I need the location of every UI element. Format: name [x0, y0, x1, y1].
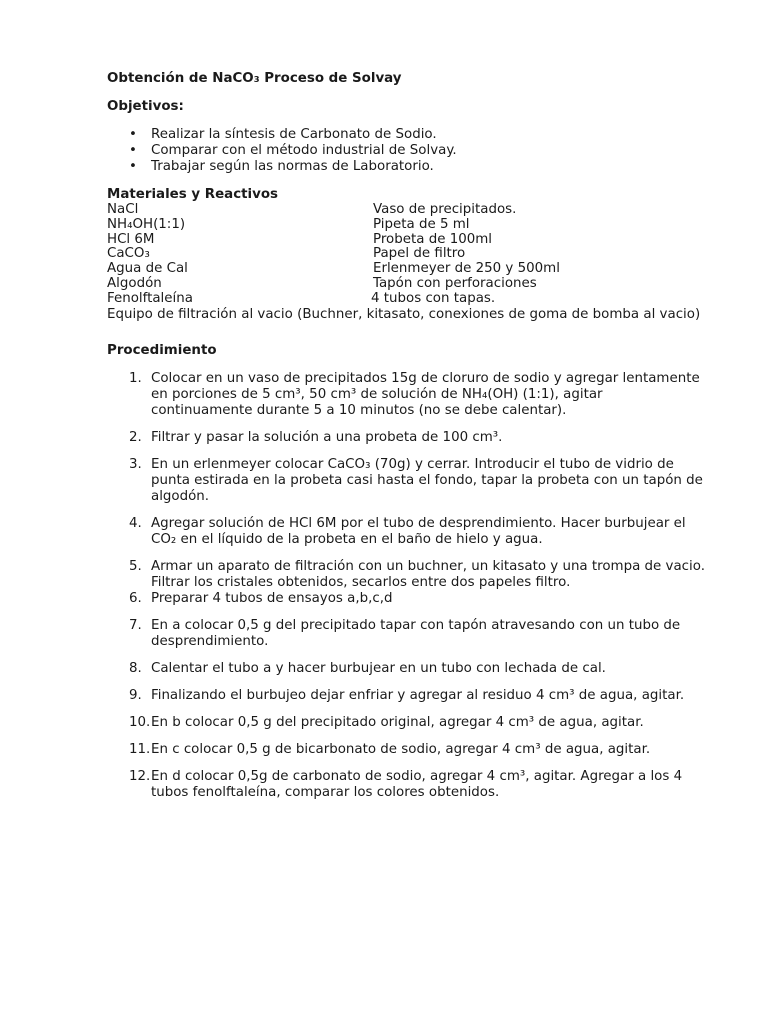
equipment-line: Equipo de filtración al vacio (Buchner, kitasato, conexiones de goma de bomba al vacio) [107, 306, 701, 322]
step-text: En b colocar 0,5 g del precipitado original, agregar 4 cm³ de agua, agitar. [151, 714, 644, 730]
procedure-step [107, 769, 707, 801]
reagent-name: Algodón [107, 275, 162, 291]
material-row [107, 277, 707, 292]
step-number: 6. [129, 590, 142, 606]
reagent-name: HCl 6M [107, 231, 155, 247]
material-name: Pipeta de 5 ml [373, 216, 470, 232]
step-number: 9. [129, 687, 142, 703]
material-name: 4 tubos con tapas. [371, 290, 496, 306]
step-text: En un erlenmeyer colocar CaCO₃ (70g) y cerrar. Introducir el tubo de vidrio de punta estirada en la probeta casi hasta el fondo, tapar la probeta con un tapón de algodón. [151, 456, 703, 504]
document-page [107, 71, 707, 801]
material-name: Tapón con perforaciones [373, 275, 537, 291]
material-name: Vaso de precipitados. [373, 202, 517, 217]
procedure-step [107, 559, 707, 591]
step-text: Preparar 4 tubos de ensayos a,b,c,d [151, 590, 393, 606]
step-number: 7. [129, 617, 142, 633]
step-text: Colocar en un vaso de precipitados 15g de cloruro de sodio y agregar lentamente en porciones de 5 cm³, 50 cm³ de solución de NH₄(OH) (1:1), agitar continuamente durante 5 a 10 minutos (no se debe calentar). [151, 370, 700, 418]
procedure-step [107, 591, 707, 607]
material-name: Papel de filtro [373, 246, 466, 262]
materials-heading: Materiales y Reactivos [107, 187, 279, 202]
procedure-step [107, 618, 707, 650]
document-title: Obtención de NaCO₃ Proceso de Solvay [107, 71, 402, 86]
procedure-step [107, 715, 707, 731]
material-row [107, 292, 707, 307]
procedure-step [107, 688, 707, 704]
objectives-heading: Objetivos: [107, 99, 184, 114]
step-number: 12. [129, 768, 151, 784]
material-row [107, 218, 707, 233]
step-number: 11. [129, 741, 151, 757]
material-row [107, 247, 707, 262]
step-number: 3. [129, 456, 142, 472]
procedure-step [107, 742, 707, 758]
step-number: 10. [129, 714, 151, 730]
objective-item: • Realizar la síntesis de Carbonato de Sodio. [107, 127, 707, 143]
step-number: 4. [129, 515, 142, 531]
material-name: Erlenmeyer de 250 y 500ml [373, 261, 560, 277]
step-text: Finalizando el burbujeo dejar enfriar y agregar al residuo 4 cm³ de agua, agitar. [151, 687, 685, 703]
reagent-name: CaCO₃ [107, 246, 150, 262]
step-number: 8. [129, 660, 142, 676]
material-row [107, 262, 707, 277]
step-text: En c colocar 0,5 g de bicarbonato de sodio, agregar 4 cm³ de agua, agitar. [151, 741, 651, 757]
material-name: Probeta de 100ml [373, 231, 493, 247]
procedure-step [107, 371, 707, 419]
procedure-step [107, 457, 707, 505]
reagent-name: Agua de Cal [107, 261, 188, 277]
step-text: Calentar el tubo a y hacer burbujear en un tubo con lechada de cal. [151, 660, 606, 676]
step-text: Agregar solución de HCl 6M por el tubo de desprendimiento. Hacer burbujear el CO₂ en el líquido de la probeta en el baño de hielo y agua. [151, 515, 686, 547]
objectives-list [107, 127, 707, 175]
step-text: Filtrar y pasar la solución a una probeta de 100 cm³. [151, 429, 503, 445]
step-number: 5. [129, 558, 142, 574]
objective-item: • Comparar con el método industrial de Solvay. [107, 143, 707, 159]
procedure-step [107, 516, 707, 548]
procedure-steps [107, 371, 707, 801]
step-text: En a colocar 0,5 g del precipitado tapar con tapón atravesando con un tubo de desprendimiento. [151, 617, 681, 649]
materials-table [107, 203, 707, 307]
material-row [107, 233, 707, 248]
step-number: 2. [129, 429, 142, 445]
step-number: 1. [129, 370, 142, 386]
procedure-heading: Procedimiento [107, 342, 217, 358]
reagent-name: NaCl [107, 202, 139, 217]
procedure-step [107, 430, 707, 446]
step-text: En d colocar 0,5g de carbonato de sodio, agregar 4 cm³, agitar. Agregar a los 4 tubos fenolftaleína, comparar los colores obtenidos. [151, 768, 683, 800]
objective-item: • Trabajar según las normas de Laboratorio. [107, 159, 707, 175]
reagent-name: Fenolftaleína [107, 290, 193, 306]
procedure-step [107, 661, 707, 677]
reagent-name: NH₄OH(1:1) [107, 216, 186, 232]
material-row [107, 203, 707, 218]
step-text: Armar un aparato de filtración con un buchner, un kitasato y una trompa de vacio. Filtrar los cristales obtenidos, secarlos entre dos papeles filtro. [151, 558, 705, 590]
